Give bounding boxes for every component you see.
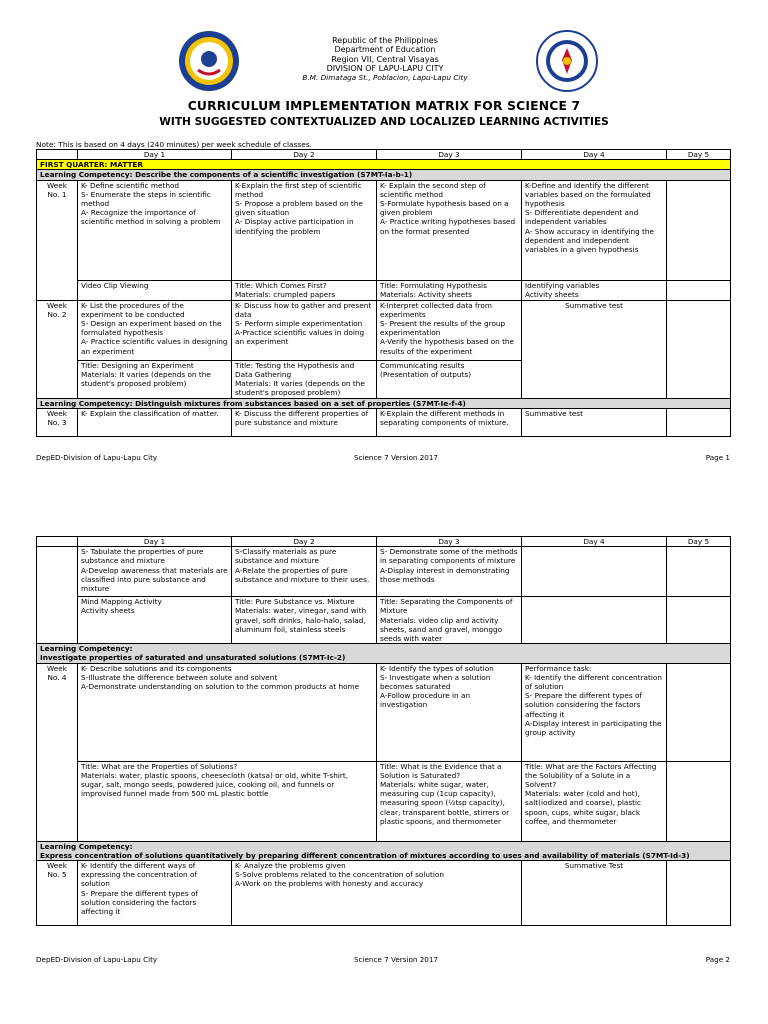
lesson-cell: K- Identify the different ways of expressing the concentration of solution S- Prepare the different types of solution considering the factors affecting it bbox=[78, 861, 232, 926]
lesson-cell: K- List the procedures of the experiment to be conducted S- Design an experiment based on the formulated hypothesis A- Practice scientific values in designing an experiment bbox=[78, 300, 232, 360]
deped-seal-logo bbox=[536, 30, 598, 92]
summative-cell: Summative test bbox=[522, 300, 667, 398]
week-label: Week No. 2 bbox=[37, 300, 78, 398]
day-header: Day 1 bbox=[78, 537, 232, 547]
activity-cell: Title: What are the Factors Affecting the Solubility of a Solute in a Solvent? Materials: water (cold and hot), salt(iodized and coarse), plastic spoon, cups, white sugar, black coffee, and thermometer bbox=[522, 761, 667, 841]
day-header: Day 5 bbox=[667, 537, 731, 547]
table-row bbox=[37, 597, 731, 644]
department-line: Department of Education bbox=[334, 45, 436, 55]
address-line: B.M. Dimataga St., Poblacion, Lapu-Lapu City bbox=[302, 73, 468, 83]
activity-cell: Title: Which Comes First? Materials: crumpled papers bbox=[232, 280, 377, 300]
footer-page-number: Page 1 bbox=[705, 453, 730, 462]
quarter-label: FIRST QUARTER: MATTER bbox=[37, 160, 731, 170]
lesson-cell: K- Define scientific method S- Enumerate the steps in scientific method A- Recognize the importance of scientific method in solving a problem bbox=[78, 180, 232, 280]
table-row bbox=[37, 280, 731, 300]
activity-cell: Title: Formulating Hypothesis Materials: Activity sheets bbox=[377, 280, 522, 300]
activity-cell: Video Clip Viewing bbox=[78, 280, 232, 300]
competency-label: Learning Competency: Express concentration of solutions quantitatively by preparing different concentration of mixtures according to uses and availability of materials (S7MT-Id-3) bbox=[37, 841, 731, 860]
activity-cell: Identifying variables Activity sheets bbox=[522, 280, 667, 300]
lesson-cell: K- Identify the types of solution S- Investigate when a solution becomes saturated A-Follow procedure in an investigation bbox=[377, 663, 522, 761]
table-row bbox=[37, 547, 731, 597]
republic-line: Republic of the Philippines bbox=[332, 36, 438, 45]
day-header-row bbox=[37, 150, 731, 160]
competency-label: Learning Competency: Distinguish mixtures from substances based on a set of properties (S7MT-Ie-f-4) bbox=[37, 398, 731, 408]
week-label: Week No. 5 bbox=[37, 861, 78, 926]
activity-cell: Title: Separating the Components of Mixture Materials: video clip and activity sheets, sand and gravel, monggo seeds with water bbox=[377, 597, 522, 644]
lesson-cell: S-Classify materials as pure substance and mixture A-Relate the properties of pure substance and mixture to their uses. bbox=[232, 547, 377, 597]
competency-row bbox=[37, 644, 731, 663]
letterhead bbox=[0, 30, 768, 90]
activity-cell: Title: What are the Properties of Solutions? Materials: water, plastic spoons, cheesecloth (katsa) or old, white T-shirt, sugar, salt, mongo seeds, powdered juice, cooking oil, and funnels or improvised funnel made from 500 mL plastic bottle bbox=[78, 761, 377, 841]
lesson-cell: K-Explain the first step of scientific method S- Propose a problem based on the given situation A- Display active participation in identifying the problem bbox=[232, 180, 377, 280]
lesson-cell: K- Analyze the problems given S-Solve problems related to the concentration of solution A-Work on the problems with honesty and accuracy bbox=[232, 861, 522, 926]
table-row bbox=[37, 180, 731, 280]
competency-label: Learning Competency: Investigate properties of saturated and unsaturated solutions (S7MT-Ic-2) bbox=[37, 644, 731, 663]
schedule-note: Note: This is based on 4 days (240 minutes) per week schedule of classes. bbox=[36, 140, 313, 149]
competency-row bbox=[37, 170, 731, 180]
activity-cell: Mind Mapping Activity Activity sheets bbox=[78, 597, 232, 644]
week-label: Week No. 1 bbox=[37, 180, 78, 300]
lesson-cell: S- Demonstrate some of the methods in separating components of mixture A-Display interest in demonstrating those methods bbox=[377, 547, 522, 597]
division-seal-logo bbox=[178, 30, 240, 92]
table-row bbox=[37, 663, 731, 761]
footer-version: Science 7 Version 2017 bbox=[353, 955, 438, 964]
lesson-cell: S- Tabulate the properties of pure substance and mixture A-Develop awareness that materials are classified into pure substance and mixture bbox=[78, 547, 232, 597]
competency-row bbox=[37, 398, 731, 408]
week-label: Week No. 4 bbox=[37, 663, 78, 841]
table-row bbox=[37, 761, 731, 841]
document-title: CURRICULUM IMPLEMENTATION MATRIX FOR SCIENCE 7 bbox=[187, 99, 581, 113]
document-subtitle: WITH SUGGESTED CONTEXTUALIZED AND LOCALIZED LEARNING ACTIVITIES bbox=[159, 116, 609, 128]
activity-cell: Title: Pure Substance vs. Mixture Materials: water, vinegar, sand with gravel, soft drinks, halo-halo, salad, aluminum foil, stainless steels bbox=[232, 597, 377, 644]
competency-row bbox=[37, 841, 731, 860]
day-header: Day 2 bbox=[232, 150, 377, 160]
table-row bbox=[37, 300, 731, 360]
day-header: Day 4 bbox=[522, 150, 667, 160]
lesson-cell: K- Discuss the different properties of pure substance and mixture bbox=[232, 408, 377, 436]
day-header: Day 5 bbox=[667, 150, 731, 160]
activity-cell: Communicating results (Presentation of outputs) bbox=[377, 360, 522, 398]
lesson-cell: K- Discuss how to gather and present data S- Perform simple experimentation A-Practice scientific values in doing an experiment bbox=[232, 300, 377, 360]
day-header: Day 1 bbox=[78, 150, 232, 160]
footer-division: DepED-Division of Lapu-Lapu City bbox=[36, 453, 158, 462]
footer-version: Science 7 Version 2017 bbox=[353, 453, 438, 462]
lesson-cell: Summative test bbox=[522, 408, 667, 436]
lesson-cell: K- Explain the second step of scientific method S-Formulate hypothesis based on a given problem A- Practice writing hypotheses based on the format presented bbox=[377, 180, 522, 280]
lesson-cell: K-Explain the different methods in separating components of mixture. bbox=[377, 408, 522, 436]
activity-cell: Title: What is the Evidence that a Solution is Saturated? Materials: white sugar, water, measuring cup (1cup capacity), measuring spoon (½tsp capacity), clear, transparent bottle, stirrers or plastic spoons, and thermometer bbox=[377, 761, 522, 841]
lesson-cell: Performance task: K- Identify the different concentration of solution S- Prepare the different types of solution considering the factors affecting it A-Display interest in participating the group activity bbox=[522, 663, 667, 761]
page-2 bbox=[0, 478, 768, 1024]
summative-cell: Summative Test bbox=[522, 861, 667, 926]
table-row bbox=[37, 408, 731, 436]
week-label: Week No. 3 bbox=[37, 408, 78, 436]
footer-page-number: Page 2 bbox=[705, 955, 730, 964]
page-1 bbox=[0, 0, 768, 470]
lesson-cell: K-Interpret collected data from experiments S- Present the results of the group experimentation A-Verify the hypothesis based on the results of the experiment bbox=[377, 300, 522, 360]
day-header: Day 4 bbox=[522, 537, 667, 547]
day-header-row bbox=[37, 537, 731, 547]
matrix-table-page2 bbox=[36, 536, 731, 926]
quarter-row bbox=[37, 160, 731, 170]
table-row bbox=[37, 861, 731, 926]
matrix-table-page1 bbox=[36, 149, 731, 437]
region-line: Region VII, Central Visayas bbox=[331, 54, 439, 64]
day-header: Day 3 bbox=[377, 537, 522, 547]
letterhead-text bbox=[290, 36, 480, 82]
division-line: DIVISION OF LAPU-LAPU CITY bbox=[326, 63, 444, 73]
competency-label: Learning Competency: Describe the components of a scientific investigation (S7MT-Ia-b-1) bbox=[37, 170, 731, 180]
footer-division: DepED-Division of Lapu-Lapu City bbox=[36, 955, 158, 964]
activity-cell: Title: Designing an Experiment Materials: It varies (depends on the student's proposed problem) bbox=[78, 360, 232, 398]
lesson-cell: K- Describe solutions and its components S-Illustrate the difference between solute and solvent A-Demonstrate understanding on solution to the common products at home bbox=[78, 663, 377, 761]
activity-cell: Title: Testing the Hypothesis and Data Gathering Materials: It varies (depends on the student's proposed problem) bbox=[232, 360, 377, 398]
day-header: Day 2 bbox=[232, 537, 377, 547]
lesson-cell: K- Explain the classification of matter. bbox=[78, 408, 232, 436]
lesson-cell: K-Define and identify the different variables based on the formulated hypothesis S- Differentiate dependent and independent variables A- Show accuracy in identifying the dependent and independent variables in a given hypothesis bbox=[522, 180, 667, 280]
day-header: Day 3 bbox=[377, 150, 522, 160]
